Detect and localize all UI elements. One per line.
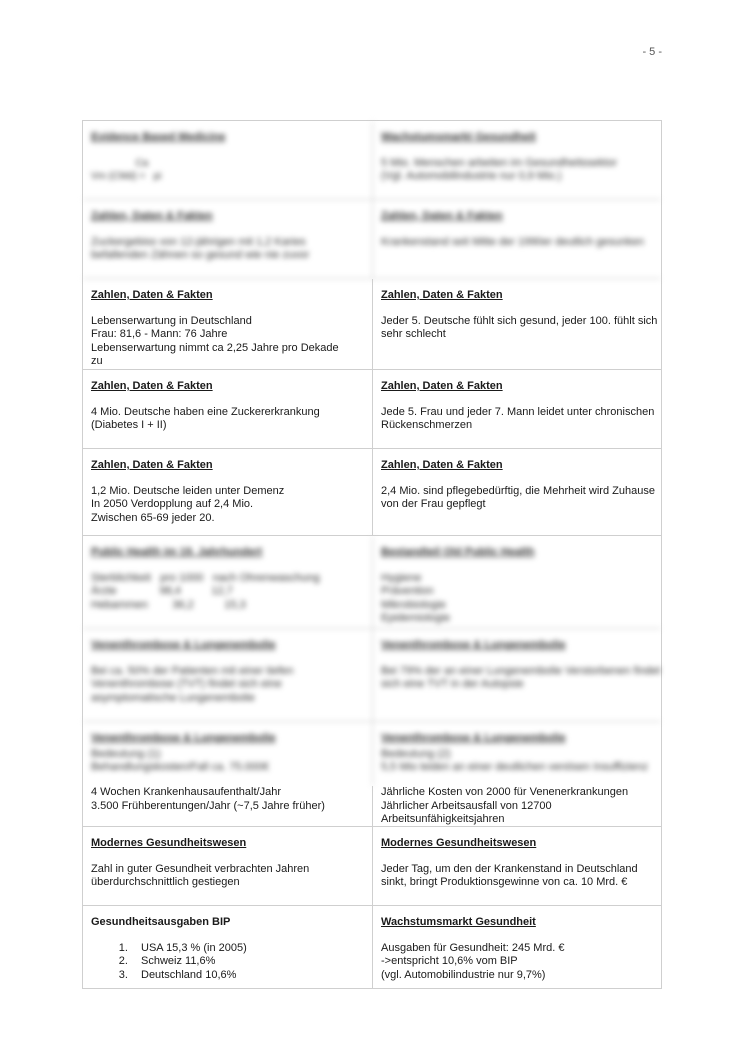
table-cell-right xyxy=(372,121,661,199)
cell-heading: Zahlen, Daten & Fakten xyxy=(381,210,503,222)
cell-heading: Zahlen, Daten & Fakten xyxy=(381,289,503,301)
cell-line: überdurchschnittlich gestiegen xyxy=(91,876,240,888)
cell-line: (Vgl. Automobilindustrie nur 0,9 Mio.) xyxy=(381,170,562,182)
fact-table xyxy=(82,120,662,989)
table-cell-left xyxy=(83,536,372,628)
table-cell-left xyxy=(83,906,372,988)
table-cell-left xyxy=(83,449,372,535)
cell-line: 5 Mio. Menschen arbeiten im Gesundheitssektor xyxy=(381,156,618,169)
cell-heading: Venenthrombose & Lungenembolie xyxy=(91,732,276,744)
table-row xyxy=(83,370,661,449)
cell-line: sich eine TVT in der Autopsie xyxy=(381,678,524,690)
cell-line: Jährliche Kosten von 2000 für Venenerkrankungen xyxy=(381,786,629,798)
cell-line: Vm (CMd) = pi xyxy=(91,171,162,182)
cell-line: Jeder Tag, um den der Krankenstand in Deutschland xyxy=(381,862,638,875)
cell-line: Bei ca. 50% der Patienten mit einer tiefen xyxy=(91,664,294,677)
cell-line: Bei 79% der an einer Lungenembolie Verstorbenen findet xyxy=(381,664,661,677)
cell-heading: Evidence Based Medicine xyxy=(91,131,226,143)
table-cell-right xyxy=(372,629,661,721)
cell-line: sehr schlecht xyxy=(381,328,446,340)
cell-heading: Zahlen, Daten & Fakten xyxy=(381,459,503,471)
cell-line: (vgl. Automobilindustrie nur 9,7%) xyxy=(381,968,546,981)
table-row xyxy=(83,279,661,370)
cell-line: Jede 5. Frau und jeder 7. Mann leidet unter chronischen xyxy=(381,405,655,418)
cell-heading: Venenthrombose & Lungenembolie xyxy=(91,639,276,651)
cell-line: befallenden Zähnen so gesund wie nie zuvor xyxy=(91,249,310,261)
cell-heading: Zahlen, Daten & Fakten xyxy=(91,459,213,471)
table-cell-left xyxy=(83,722,372,786)
cell-line: von der Frau gepflegt xyxy=(381,498,486,510)
cell-line: Zwischen 65-69 jeder 20. xyxy=(91,511,215,524)
cell-line: Hebammen 36,2 15,3 xyxy=(91,598,246,611)
page-number: - 5 - xyxy=(642,46,662,58)
cell-line: Zahl in guter Gesundheit verbrachten Jahren xyxy=(91,862,310,875)
cell-line: Bedeutung (2) xyxy=(381,747,451,760)
list-item: 3. Deutschland 10,6% xyxy=(131,969,364,983)
cell-heading: Gesundheitsausgaben BIP xyxy=(91,916,231,928)
list-item: 2. Schweiz 11,6% xyxy=(131,955,364,969)
cell-line: Rückenschmerzen xyxy=(381,419,473,431)
cell-heading: Modernes Gesundheitswesen xyxy=(381,837,537,849)
cell-heading: Venenthrombose & Lungenembolie xyxy=(381,732,566,744)
cell-line: ->entspricht 10,6% vom BIP xyxy=(381,955,518,967)
cell-heading: Public Health im 19. Jahrhundert xyxy=(91,546,263,558)
cell-line: 5,5 Mio leiden an einer deutlichen venösen Insuffizienz xyxy=(381,761,649,773)
table-cell-right xyxy=(372,370,661,448)
table-cell-right xyxy=(372,200,661,278)
table-cell-left xyxy=(83,827,372,905)
cell-line: Venenthrombose (TVT) findet sich eine xyxy=(91,678,282,690)
cell-line: In 2050 Verdopplung auf 2,4 Mio. xyxy=(91,498,254,510)
cell-line: Sterblichkeit pro 1000 nach Ohrenwaschung xyxy=(91,571,320,584)
cell-heading: Bestandteil Old Public Health xyxy=(381,546,535,558)
table-cell-left xyxy=(83,200,372,278)
cell-line: Lebenserwartung nimmt ca 2,25 Jahre pro Dekade xyxy=(91,341,339,354)
cell-line: Ärzte 98,4 12,7 xyxy=(91,585,233,597)
table-cell-left xyxy=(83,121,372,199)
table-row xyxy=(83,786,661,827)
table-cell-left xyxy=(83,786,372,826)
cell-heading: Modernes Gesundheitswesen xyxy=(91,837,247,849)
cell-line: asymptomatische Lungenembolie xyxy=(91,691,255,704)
table-cell-left xyxy=(83,370,372,448)
cell-line: Ca xyxy=(91,157,149,169)
table-row xyxy=(83,536,661,629)
cell-line: 3.500 Frühberentungen/Jahr (~7,5 Jahre früher) xyxy=(91,799,325,812)
cell-line: Mikrobiologie xyxy=(381,598,446,611)
country-list xyxy=(91,942,364,983)
cell-line: 4 Mio. Deutsche haben eine Zuckererkrankung xyxy=(91,405,320,418)
cell-line: Epidemiologie xyxy=(381,612,451,624)
cell-heading: Wachstumsmarkt Gesundheit xyxy=(381,131,536,143)
cell-heading: Zahlen, Daten & Fakten xyxy=(381,380,503,392)
cell-line: Jährlicher Arbeitsausfall von 12700 xyxy=(381,799,552,812)
table-row xyxy=(83,449,661,536)
cell-line: Lebenserwartung in Deutschland xyxy=(91,314,252,327)
cell-heading: Zahlen, Daten & Fakten xyxy=(91,210,213,222)
table-row xyxy=(83,121,661,200)
cell-line: Hygiene xyxy=(381,571,422,584)
table-row xyxy=(83,200,661,279)
list-item: 1. USA 15,3 % (in 2005) xyxy=(131,942,364,956)
table-row xyxy=(83,906,661,988)
cell-line: Bedeutung (1) xyxy=(91,747,161,760)
table-cell-left xyxy=(83,629,372,721)
cell-heading: Wachstumsmarkt Gesundheit xyxy=(381,916,536,928)
cell-line: Prävention xyxy=(381,585,434,597)
cell-line: Behandlungskosten/Fall ca. 75.000€ xyxy=(91,761,269,773)
cell-heading: Zahlen, Daten & Fakten xyxy=(91,289,213,301)
cell-line: Frau: 81,6 - Mann: 76 Jahre xyxy=(91,328,228,340)
table-row xyxy=(83,722,661,786)
cell-line: sinkt, bringt Produktionsgewinne von ca. 10 Mrd. € xyxy=(381,876,628,888)
cell-line: Arbeitsunfähigkeitsjahren xyxy=(381,813,505,825)
table-cell-right xyxy=(372,449,661,535)
cell-heading: Venenthrombose & Lungenembolie xyxy=(381,639,566,651)
cell-heading: Zahlen, Daten & Fakten xyxy=(91,380,213,392)
cell-line: Zuckergebiss von 12-jährigen mit 1,2 Karies xyxy=(91,235,306,248)
table-cell-right xyxy=(372,536,661,628)
table-row xyxy=(83,827,661,906)
table-cell-right xyxy=(372,279,661,369)
cell-line: 4 Wochen Krankenhausaufenthalt/Jahr xyxy=(91,786,281,798)
table-cell-right xyxy=(372,827,661,905)
table-cell-right xyxy=(372,722,661,786)
table-cell-right xyxy=(372,906,661,988)
table-cell-right xyxy=(372,786,661,826)
table-cell-left xyxy=(83,279,372,369)
cell-line: Krankenstand seit Mitte der 1990er deutlich gesunken xyxy=(381,235,644,248)
cell-line: zu xyxy=(91,355,103,367)
cell-line: 1,2 Mio. Deutsche leiden unter Demenz xyxy=(91,484,285,497)
cell-line: 2,4 Mio. sind pflegebedürftig, die Mehrheit wird Zuhause xyxy=(381,484,655,497)
table-row xyxy=(83,629,661,722)
cell-line: Ausgaben für Gesundheit: 245 Mrd. € xyxy=(381,941,565,954)
cell-line: (Diabetes I + II) xyxy=(91,419,167,431)
cell-line: Jeder 5. Deutsche fühlt sich gesund, jeder 100. fühlt sich xyxy=(381,314,658,327)
